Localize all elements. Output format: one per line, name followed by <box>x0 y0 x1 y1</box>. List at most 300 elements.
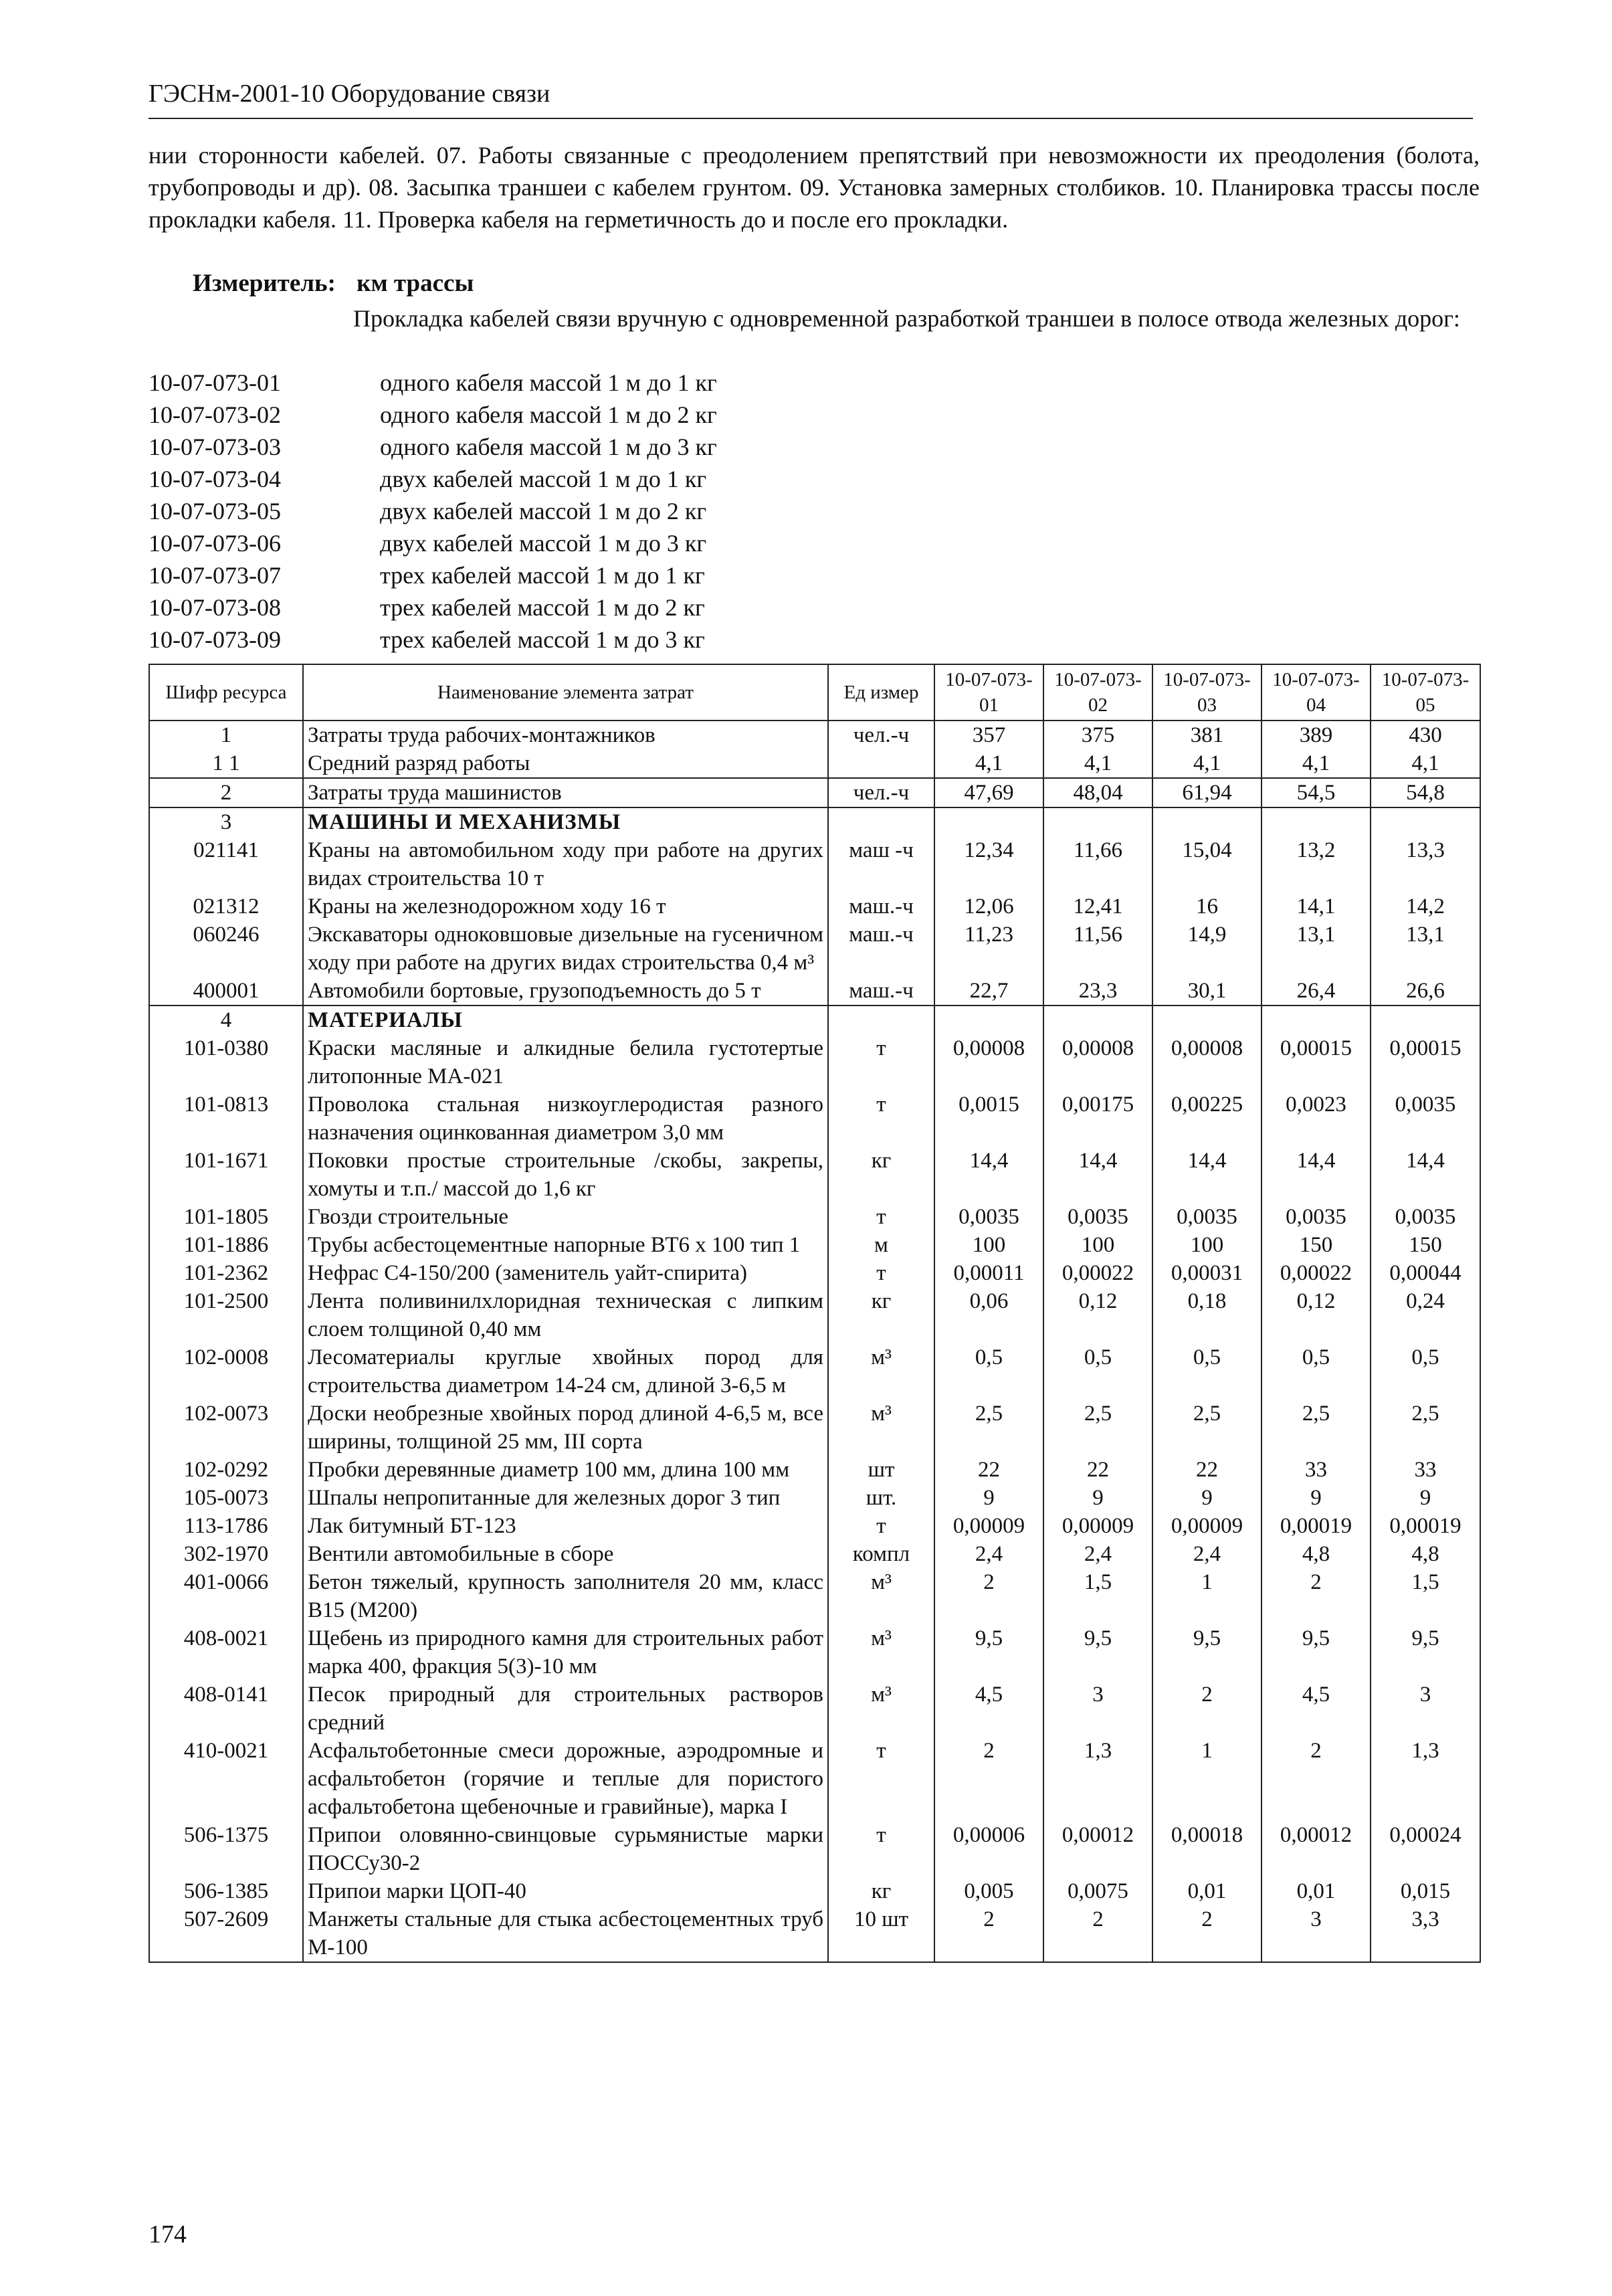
row-name: Шпалы непропитанные для железных дорог 3 тип <box>303 1484 828 1512</box>
row-code: 400001 <box>149 977 303 1006</box>
row-value-1: 47,69 <box>934 778 1043 807</box>
row-name: Краны на железнодорожном ходу 16 т <box>303 892 828 921</box>
row-code: 101-2362 <box>149 1259 303 1287</box>
row-value-4: 0,01 <box>1262 1877 1371 1905</box>
row-value-5: 33 <box>1371 1456 1480 1484</box>
row-name: МАШИНЫ И МЕХАНИЗМЫ <box>303 807 828 836</box>
row-value-4: 4,8 <box>1262 1540 1371 1568</box>
row-value-4: 9,5 <box>1262 1624 1371 1681</box>
row-value-5: 0,5 <box>1371 1343 1480 1400</box>
row-code: 101-1805 <box>149 1203 303 1231</box>
row-value-3: 15,04 <box>1152 836 1262 892</box>
row-code: 1 <box>149 721 303 749</box>
row-value-5 <box>1371 807 1480 836</box>
row-value-2: 1,3 <box>1043 1737 1152 1821</box>
variant-item <box>148 591 717 624</box>
row-value-3: 0,00018 <box>1152 1821 1262 1877</box>
row-name: Припои оловянно-свинцовые сурьмянистые марки ПОССу30-2 <box>303 1821 828 1877</box>
row-value-5: 2,5 <box>1371 1400 1480 1456</box>
row-value-2: 1,5 <box>1043 1568 1152 1624</box>
row-name: Проволока стальная низкоуглеродистая разного назначения оцинкованная диаметром 3,0 мм <box>303 1090 828 1147</box>
header-name: Наименование элемента затрат <box>303 664 828 721</box>
row-name: Средний разряд работы <box>303 749 828 778</box>
row-value-1: 12,06 <box>934 892 1043 921</box>
row-name: Трубы асбестоцементные напорные ВТ6 х 100 тип 1 <box>303 1231 828 1259</box>
row-value-2: 2 <box>1043 1905 1152 1962</box>
table-row <box>149 1512 1480 1540</box>
row-value-2: 9,5 <box>1043 1624 1152 1681</box>
row-value-5: 9 <box>1371 1484 1480 1512</box>
row-value-3: 0,01 <box>1152 1877 1262 1905</box>
row-value-2: 23,3 <box>1043 977 1152 1006</box>
variant-item <box>148 431 717 463</box>
row-value-2: 0,0075 <box>1043 1877 1152 1905</box>
row-unit: шт. <box>828 1484 934 1512</box>
row-value-3: 30,1 <box>1152 977 1262 1006</box>
table-row <box>149 1681 1480 1737</box>
row-unit: кг <box>828 1147 934 1203</box>
row-value-4: 0,00015 <box>1262 1034 1371 1090</box>
row-code: 101-0380 <box>149 1034 303 1090</box>
row-unit: м <box>828 1231 934 1259</box>
table-row <box>149 807 1480 836</box>
row-value-4: 389 <box>1262 721 1371 749</box>
row-unit: кг <box>828 1287 934 1343</box>
variant-text: трех кабелей массой 1 м до 2 кг <box>380 594 705 621</box>
row-code: 101-1671 <box>149 1147 303 1203</box>
row-code: 408-0141 <box>149 1681 303 1737</box>
row-value-4: 0,0023 <box>1262 1090 1371 1147</box>
row-value-3: 4,1 <box>1152 749 1262 778</box>
row-value-5: 430 <box>1371 721 1480 749</box>
row-code: 021141 <box>149 836 303 892</box>
header-title: ГЭСНм-2001-10 Оборудование связи <box>148 80 550 108</box>
variant-text: трех кабелей массой 1 м до 3 кг <box>380 626 705 653</box>
row-value-2: 2,5 <box>1043 1400 1152 1456</box>
measure-unit: км трассы <box>357 270 474 297</box>
row-value-1: 11,23 <box>934 921 1043 977</box>
row-value-1: 4,1 <box>934 749 1043 778</box>
row-value-2: 22 <box>1043 1456 1152 1484</box>
row-value-2: 0,00009 <box>1043 1512 1152 1540</box>
row-name: Краски масляные и алкидные белила густотертые литопонные МА-021 <box>303 1034 828 1090</box>
table-row <box>149 1034 1480 1090</box>
row-unit: чел.-ч <box>828 721 934 749</box>
row-name: Лента поливинилхлоридная техническая с липким слоем толщиной 0,40 мм <box>303 1287 828 1343</box>
row-value-4 <box>1262 1006 1371 1034</box>
row-unit: т <box>828 1090 934 1147</box>
row-unit: м³ <box>828 1343 934 1400</box>
row-name: Автомобили бортовые, грузоподъемность до 5 т <box>303 977 828 1006</box>
row-code: 021312 <box>149 892 303 921</box>
row-code: 102-0073 <box>149 1400 303 1456</box>
table-row <box>149 1484 1480 1512</box>
header-col-5: 10-07-073-05 <box>1371 664 1480 721</box>
row-unit: т <box>828 1259 934 1287</box>
row-name: Песок природный для строительных растворов средний <box>303 1681 828 1737</box>
row-value-4: 3 <box>1262 1905 1371 1962</box>
table-row <box>149 1540 1480 1568</box>
row-code: 507-2609 <box>149 1905 303 1962</box>
row-value-1: 0,0015 <box>934 1090 1043 1147</box>
table-body <box>149 721 1480 1962</box>
table-row <box>149 1400 1480 1456</box>
variants-title: Прокладка кабелей связи вручную с одновременной разработкой траншеи в полосе отвода железных дорог: <box>353 305 1460 332</box>
table-row <box>149 1287 1480 1343</box>
row-value-1: 0,00006 <box>934 1821 1043 1877</box>
header-col-4: 10-07-073-04 <box>1262 664 1371 721</box>
row-value-3: 14,9 <box>1152 921 1262 977</box>
row-value-5: 0,00019 <box>1371 1512 1480 1540</box>
row-value-2: 4,1 <box>1043 749 1152 778</box>
variant-code: 10-07-073-01 <box>148 369 281 396</box>
row-value-2: 0,5 <box>1043 1343 1152 1400</box>
row-value-1: 0,00009 <box>934 1512 1043 1540</box>
row-value-3 <box>1152 1006 1262 1034</box>
resource-table <box>148 664 1481 1963</box>
row-unit: т <box>828 1737 934 1821</box>
variant-text: двух кабелей массой 1 м до 3 кг <box>380 530 707 557</box>
table-header-row <box>149 664 1480 721</box>
row-value-1: 0,0035 <box>934 1203 1043 1231</box>
row-value-1: 9,5 <box>934 1624 1043 1681</box>
table-row <box>149 1343 1480 1400</box>
row-value-2: 48,04 <box>1043 778 1152 807</box>
row-value-2: 0,00012 <box>1043 1821 1152 1877</box>
row-value-1: 2,5 <box>934 1400 1043 1456</box>
row-name: Затраты труда рабочих-монтажников <box>303 721 828 749</box>
variant-code: 10-07-073-06 <box>148 530 281 557</box>
variant-item <box>148 527 717 559</box>
row-value-4: 4,1 <box>1262 749 1371 778</box>
row-value-4: 2,5 <box>1262 1400 1371 1456</box>
row-name: Припои марки ЦОП-40 <box>303 1877 828 1905</box>
table-row <box>149 1568 1480 1624</box>
row-code: 105-0073 <box>149 1484 303 1512</box>
row-value-5: 13,3 <box>1371 836 1480 892</box>
row-value-2: 2,4 <box>1043 1540 1152 1568</box>
row-value-2: 0,12 <box>1043 1287 1152 1343</box>
row-code: 410-0021 <box>149 1737 303 1821</box>
row-code: 101-2500 <box>149 1287 303 1343</box>
row-unit: компл <box>828 1540 934 1568</box>
table-row <box>149 1147 1480 1203</box>
table-row <box>149 1821 1480 1877</box>
row-code: 101-1886 <box>149 1231 303 1259</box>
row-value-4: 14,1 <box>1262 892 1371 921</box>
row-value-5: 0,0035 <box>1371 1090 1480 1147</box>
variant-text: одного кабеля массой 1 м до 2 кг <box>380 401 717 428</box>
table-row <box>149 1006 1480 1034</box>
row-value-1: 100 <box>934 1231 1043 1259</box>
row-value-1: 4,5 <box>934 1681 1043 1737</box>
row-unit <box>828 1006 934 1034</box>
measure-label: Измеритель: <box>193 270 336 297</box>
row-code: 4 <box>149 1006 303 1034</box>
row-value-5 <box>1371 1006 1480 1034</box>
row-name: Затраты труда машинистов <box>303 778 828 807</box>
row-unit: т <box>828 1034 934 1090</box>
row-value-3: 2 <box>1152 1681 1262 1737</box>
row-value-3: 0,00225 <box>1152 1090 1262 1147</box>
row-value-5: 14,2 <box>1371 892 1480 921</box>
row-value-5: 3 <box>1371 1681 1480 1737</box>
row-value-2: 0,00175 <box>1043 1090 1152 1147</box>
row-value-3 <box>1152 807 1262 836</box>
variant-code: 10-07-073-05 <box>148 498 281 524</box>
row-value-2: 11,66 <box>1043 836 1152 892</box>
row-value-5: 1,3 <box>1371 1737 1480 1821</box>
table-row <box>149 721 1480 749</box>
row-name: Вентили автомобильные в сборе <box>303 1540 828 1568</box>
row-value-5: 0,24 <box>1371 1287 1480 1343</box>
table-row <box>149 1203 1480 1231</box>
row-name: Лесоматериалы круглые хвойных пород для строительства диаметром 14-24 см, длиной 3-6,5 м <box>303 1343 828 1400</box>
row-value-2: 14,4 <box>1043 1147 1152 1203</box>
row-value-2 <box>1043 1006 1152 1034</box>
row-value-5: 0,015 <box>1371 1877 1480 1905</box>
row-unit: м³ <box>828 1400 934 1456</box>
row-unit: т <box>828 1821 934 1877</box>
table-row <box>149 1090 1480 1147</box>
row-value-1: 2,4 <box>934 1540 1043 1568</box>
row-value-3: 2,5 <box>1152 1400 1262 1456</box>
row-name: Асфальтобетонные смеси дорожные, аэродромные и асфальтобетон (горячие и теплые для пористого асфальтобетона щебеночные и гравийные), марка I <box>303 1737 828 1821</box>
row-unit: т <box>828 1512 934 1540</box>
row-value-1: 9 <box>934 1484 1043 1512</box>
row-value-5: 26,6 <box>1371 977 1480 1006</box>
table-row <box>149 1905 1480 1962</box>
header-col-1: 10-07-073-01 <box>934 664 1043 721</box>
variant-item <box>148 367 717 399</box>
row-value-3: 0,00031 <box>1152 1259 1262 1287</box>
row-value-5: 4,1 <box>1371 749 1480 778</box>
row-value-2 <box>1043 807 1152 836</box>
row-value-4: 4,5 <box>1262 1681 1371 1737</box>
row-value-3: 0,18 <box>1152 1287 1262 1343</box>
row-code: 1 1 <box>149 749 303 778</box>
row-value-4: 0,00022 <box>1262 1259 1371 1287</box>
row-value-1: 0,5 <box>934 1343 1043 1400</box>
row-value-4: 33 <box>1262 1456 1371 1484</box>
row-value-1 <box>934 1006 1043 1034</box>
row-value-5: 0,0035 <box>1371 1203 1480 1231</box>
row-value-1: 2 <box>934 1568 1043 1624</box>
row-unit: маш.-ч <box>828 977 934 1006</box>
row-value-3: 61,94 <box>1152 778 1262 807</box>
row-value-4: 0,5 <box>1262 1343 1371 1400</box>
row-value-4 <box>1262 807 1371 836</box>
row-unit <box>828 749 934 778</box>
row-name: Доски необрезные хвойных пород длиной 4-6,5 м, все ширины, толщиной 25 мм, III сорта <box>303 1400 828 1456</box>
row-value-4: 14,4 <box>1262 1147 1371 1203</box>
row-value-5: 150 <box>1371 1231 1480 1259</box>
row-value-3: 22 <box>1152 1456 1262 1484</box>
row-value-4: 0,00019 <box>1262 1512 1371 1540</box>
variant-item <box>148 495 717 527</box>
row-unit: 10 шт <box>828 1905 934 1962</box>
table-row <box>149 921 1480 977</box>
variant-text: одного кабеля массой 1 м до 3 кг <box>380 434 717 460</box>
row-value-2: 0,0035 <box>1043 1203 1152 1231</box>
row-unit: кг <box>828 1877 934 1905</box>
row-value-4: 2 <box>1262 1568 1371 1624</box>
row-code: 101-0813 <box>149 1090 303 1147</box>
row-name: Нефрас С4-150/200 (заменитель уайт-спирита) <box>303 1259 828 1287</box>
row-value-4: 9 <box>1262 1484 1371 1512</box>
row-unit: м³ <box>828 1681 934 1737</box>
row-value-3: 14,4 <box>1152 1147 1262 1203</box>
row-name: Щебень из природного камня для строительных работ марка 400, фракция 5(3)-10 мм <box>303 1624 828 1681</box>
row-value-3: 1 <box>1152 1737 1262 1821</box>
row-value-3: 2,4 <box>1152 1540 1262 1568</box>
row-value-5: 14,4 <box>1371 1147 1480 1203</box>
row-code: 506-1375 <box>149 1821 303 1877</box>
page-header <box>148 79 1473 119</box>
row-value-3: 0,00008 <box>1152 1034 1262 1090</box>
row-value-4: 0,0035 <box>1262 1203 1371 1231</box>
row-value-1: 357 <box>934 721 1043 749</box>
table-row <box>149 778 1480 807</box>
measure-line <box>193 269 474 298</box>
row-value-3: 9 <box>1152 1484 1262 1512</box>
row-value-5: 3,3 <box>1371 1905 1480 1962</box>
row-value-1: 14,4 <box>934 1147 1043 1203</box>
row-name: Манжеты стальные для стыка асбестоцементных труб М-100 <box>303 1905 828 1962</box>
table-row <box>149 977 1480 1006</box>
variant-code: 10-07-073-03 <box>148 434 281 460</box>
row-value-1: 0,005 <box>934 1877 1043 1905</box>
row-value-4: 13,2 <box>1262 836 1371 892</box>
variant-item <box>148 624 717 656</box>
row-unit: шт <box>828 1456 934 1484</box>
row-value-4: 2 <box>1262 1737 1371 1821</box>
row-name: Экскаваторы одноковшовые дизельные на гусеничном ходу при работе на других видах строительства 0,4 м³ <box>303 921 828 977</box>
row-unit: м³ <box>828 1624 934 1681</box>
table-row <box>149 1231 1480 1259</box>
header-unit: Ед измер <box>828 664 934 721</box>
row-value-3: 2 <box>1152 1905 1262 1962</box>
row-name: Бетон тяжелый, крупность заполнителя 20 мм, класс В15 (М200) <box>303 1568 828 1624</box>
variant-text: двух кабелей массой 1 м до 1 кг <box>380 466 707 492</box>
row-value-5: 54,8 <box>1371 778 1480 807</box>
variant-item <box>148 559 717 591</box>
row-value-1: 12,34 <box>934 836 1043 892</box>
row-value-4: 13,1 <box>1262 921 1371 977</box>
variants-list <box>148 367 717 656</box>
table-row <box>149 1259 1480 1287</box>
table-row <box>149 1456 1480 1484</box>
row-code: 408-0021 <box>149 1624 303 1681</box>
row-value-1: 0,00008 <box>934 1034 1043 1090</box>
variant-item <box>148 399 717 431</box>
table-row <box>149 749 1480 778</box>
row-value-3: 0,5 <box>1152 1343 1262 1400</box>
intro-paragraph: нии сторонности кабелей. 07. Работы связанные с преодолением препятствий при невозможности их преодоления (болота, трубопроводы и др). 08. Засыпка траншеи с кабелем грунтом. 09. Установка замерных столбиков. 10. Планировка трассы после прокладки кабеля. 11. Проверка кабеля на герметичность до и после его прокладки. <box>148 142 1480 233</box>
row-value-5: 0,00015 <box>1371 1034 1480 1090</box>
row-value-1: 22,7 <box>934 977 1043 1006</box>
variant-code: 10-07-073-09 <box>148 626 281 653</box>
header-col-3: 10-07-073-03 <box>1152 664 1262 721</box>
row-name: Поковки простые строительные /скобы, закрепы, хомуты и т.п./ массой до 1,6 кг <box>303 1147 828 1203</box>
variant-item <box>148 463 717 495</box>
header-code: Шифр ресурса <box>149 664 303 721</box>
row-value-3: 381 <box>1152 721 1262 749</box>
row-value-1 <box>934 807 1043 836</box>
page-number: 174 <box>148 2220 187 2249</box>
row-value-5: 0,00024 <box>1371 1821 1480 1877</box>
table-row <box>149 1877 1480 1905</box>
row-value-2: 11,56 <box>1043 921 1152 977</box>
row-unit: т <box>828 1203 934 1231</box>
table-row <box>149 892 1480 921</box>
row-value-5: 0,00044 <box>1371 1259 1480 1287</box>
row-value-2: 0,00008 <box>1043 1034 1152 1090</box>
row-value-3: 16 <box>1152 892 1262 921</box>
variant-code: 10-07-073-08 <box>148 594 281 621</box>
row-value-2: 12,41 <box>1043 892 1152 921</box>
row-value-5: 1,5 <box>1371 1568 1480 1624</box>
row-value-4: 0,00012 <box>1262 1821 1371 1877</box>
row-value-2: 9 <box>1043 1484 1152 1512</box>
row-value-1: 0,06 <box>934 1287 1043 1343</box>
variant-code: 10-07-073-07 <box>148 562 281 589</box>
row-value-2: 3 <box>1043 1681 1152 1737</box>
row-name: Гвозди строительные <box>303 1203 828 1231</box>
row-code: 060246 <box>149 921 303 977</box>
row-value-5: 13,1 <box>1371 921 1480 977</box>
row-value-4: 0,12 <box>1262 1287 1371 1343</box>
row-code: 3 <box>149 807 303 836</box>
row-value-2: 0,00022 <box>1043 1259 1152 1287</box>
row-name: Краны на автомобильном ходу при работе на других видах строительства 10 т <box>303 836 828 892</box>
row-name: МАТЕРИАЛЫ <box>303 1006 828 1034</box>
row-value-3: 0,00009 <box>1152 1512 1262 1540</box>
row-value-1: 2 <box>934 1905 1043 1962</box>
row-name: Лак битумный БТ-123 <box>303 1512 828 1540</box>
row-code: 401-0066 <box>149 1568 303 1624</box>
row-code: 506-1385 <box>149 1877 303 1905</box>
row-unit: м³ <box>828 1568 934 1624</box>
row-value-3: 9,5 <box>1152 1624 1262 1681</box>
row-value-4: 26,4 <box>1262 977 1371 1006</box>
row-name: Пробки деревянные диаметр 100 мм, длина 100 мм <box>303 1456 828 1484</box>
row-value-5: 4,8 <box>1371 1540 1480 1568</box>
row-value-4: 54,5 <box>1262 778 1371 807</box>
table-row <box>149 836 1480 892</box>
variant-text: двух кабелей массой 1 м до 2 кг <box>380 498 707 524</box>
row-value-1: 0,00011 <box>934 1259 1043 1287</box>
row-value-4: 150 <box>1262 1231 1371 1259</box>
row-code: 113-1786 <box>149 1512 303 1540</box>
variant-text: одного кабеля массой 1 м до 1 кг <box>380 369 717 396</box>
row-value-3: 100 <box>1152 1231 1262 1259</box>
row-value-1: 2 <box>934 1737 1043 1821</box>
row-value-2: 100 <box>1043 1231 1152 1259</box>
header-col-2: 10-07-073-02 <box>1043 664 1152 721</box>
row-code: 302-1970 <box>149 1540 303 1568</box>
row-code: 102-0292 <box>149 1456 303 1484</box>
variant-text: трех кабелей массой 1 м до 1 кг <box>380 562 705 589</box>
row-value-2: 375 <box>1043 721 1152 749</box>
row-unit: маш.-ч <box>828 921 934 977</box>
row-unit <box>828 807 934 836</box>
row-code: 102-0008 <box>149 1343 303 1400</box>
row-value-5: 9,5 <box>1371 1624 1480 1681</box>
row-value-3: 1 <box>1152 1568 1262 1624</box>
row-unit: маш -ч <box>828 836 934 892</box>
row-value-3: 0,0035 <box>1152 1203 1262 1231</box>
